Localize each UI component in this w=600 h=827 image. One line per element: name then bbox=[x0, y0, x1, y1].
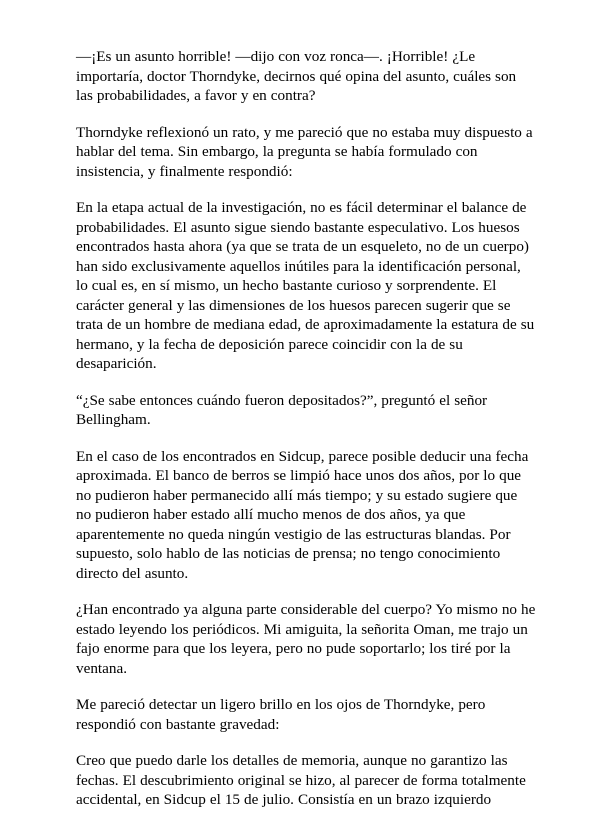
paragraph-1: —¡Es un asunto horrible! —dijo con voz ronca—. ¡Horrible! ¿Le importaría, doctor Thorndyke, decirnos qué opina del asunto, cuáles son las probabilidades, a favor y en contra? bbox=[76, 48, 517, 104]
paragraph-5: En el caso de los encontrados en Sidcup, parece posible deducir una fecha aproximada. El banco de berros se limpió hace unos dos años, por lo que no pudieron haber permanecido allí más tiempo; y su estado sugiere que no pudieron haber estado allí mucho menos de dos años, ya que aparentemente no queda ningún vestigio de las estructuras blandas. Por supuesto, solo hablo de las noticias de prensa; no tengo conocimiento directo del asunto. bbox=[76, 447, 529, 582]
paragraph-6: ¿Han encontrado ya alguna parte considerable del cuerpo? Yo mismo no he estado leyendo los periódicos. Mi amiguita, la señorita Oman, me trajo un fajo enorme para que los leyera, pero no pude soportarlo; los tiré por la ventana. bbox=[76, 601, 536, 677]
paragraph-3: En la etapa actual de la investigación, no es fácil determinar el balance de probabilidades. El asunto sigue siendo bastante especulativo. Los huesos encontrados hasta ahora (ya que se trata de un esqueleto, no de un cuerpo) han sido exclusivamente aquellos inútiles para la identificación personal, lo cual es, en sí mismo, un hecho bastante curioso y sorprendente. El carácter general y las dimensiones de los huesos parecen sugerir que se trata de un hombre de mediana edad, de aproximadamente la estatura de su hermano, y la fecha de deposición parece coincidir con la de su desaparición. bbox=[76, 199, 535, 372]
paragraph-8: Creo que puedo darle los detalles de memoria, aunque no garantizo las fechas. El descubrimiento original se hizo, al parecer de forma totalmente accidental, en Sidcup el 15 de julio. Consistía en un brazo izquierdo bbox=[76, 752, 526, 808]
paragraph-2: Thorndyke reflexionó un rato, y me pareció que no estaba muy dispuesto a hablar del tema. Sin embargo, la pregunta se había formulado con insistencia, y finalmente respondió: bbox=[76, 123, 533, 180]
paragraph-4: “¿Se sabe entonces cuándo fueron depositados?”, preguntó el señor Bellingham. bbox=[76, 391, 488, 428]
document-page bbox=[76, 47, 536, 827]
paragraph-7: Me pareció detectar un ligero brillo en los ojos de Thorndyke, pero respondió con bastante gravedad: bbox=[76, 696, 486, 733]
